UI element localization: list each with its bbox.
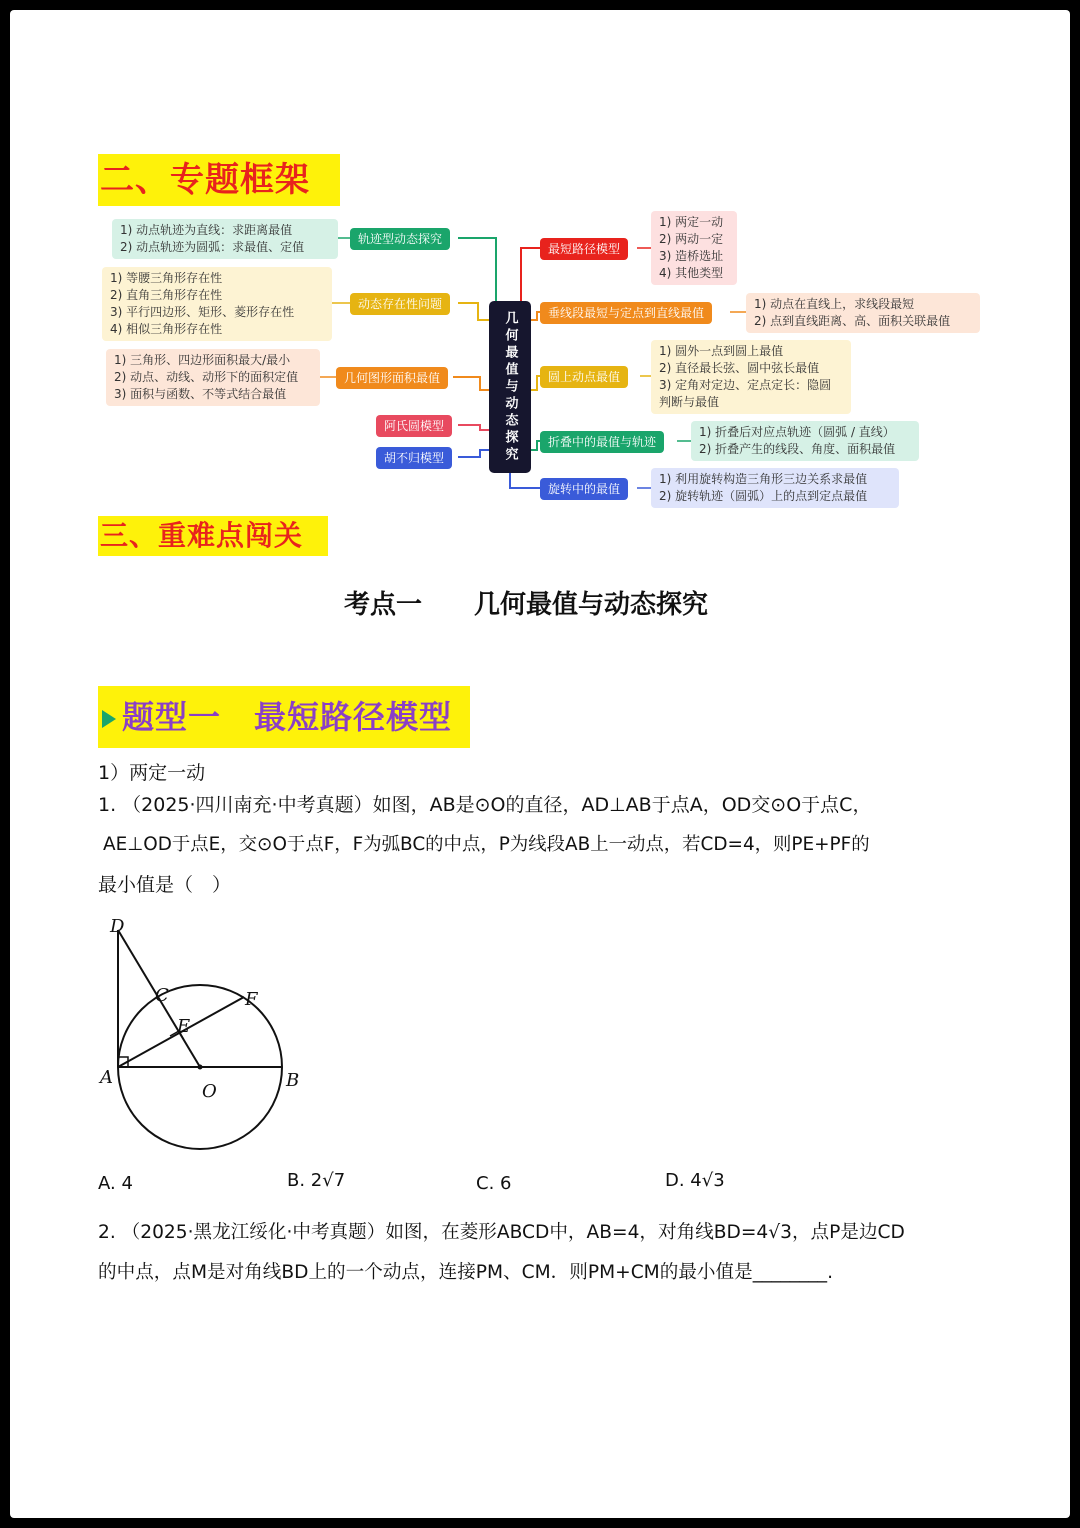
mindmap-node-existence: 动态存在性问题	[350, 293, 450, 315]
q2-line1: 2. （2025·黑龙江绥化·中考真题）如图，在菱形ABCD中，AB=4，对角线BD=4√3，点P是边CD	[98, 1222, 905, 1243]
mindmap-right-box-1: 1) 两定一动 2) 两动一定 3) 造桥选址 4) 其他类型	[651, 211, 737, 285]
mindmap-center-node: 几何最值与动态探究	[489, 301, 531, 473]
mindmap-node-circle-point: 圆上动点最值	[540, 366, 628, 388]
label-C: C	[155, 985, 169, 1006]
mindmap-node-rotation: 旋转中的最值	[540, 478, 628, 500]
tixing-heading-text: 题型一 最短路径模型	[122, 698, 453, 736]
q1-option-a[interactable]: A. 4	[98, 1173, 133, 1194]
q1-option-b[interactable]: B. 2√7	[287, 1170, 346, 1191]
mindmap-left-box-3: 1) 三角形、四边形面积最大/最小 2) 动点、动线、动形下的面积定值 3) 面积与函数、不等式结合最值	[106, 349, 320, 406]
tixing-heading	[98, 686, 470, 748]
label-A: A	[100, 1067, 113, 1088]
mindmap-node-area: 几何图形面积最值	[336, 367, 448, 389]
q1-option-d[interactable]: D. 4√3	[665, 1170, 725, 1191]
q1-geometry-figure	[90, 905, 330, 1165]
q2-line2: 的中点，点M是对角线BD上的一个动点，连接PM、CM．则PM+CM的最小值是________.	[98, 1262, 833, 1283]
label-D: D	[110, 916, 125, 937]
q1-option-c[interactable]: C. 6	[476, 1173, 512, 1194]
mindmap-right-box-2: 1) 动点在直线上，求线段最短 2) 点到直线距离、高、面积关联最值	[746, 293, 980, 333]
mindmap-node-folding: 折叠中的最值与轨迹	[540, 431, 664, 453]
mindmap-node-apollonius: 阿氏圆模型	[376, 415, 452, 437]
mindmap-node-shortest-path: 最短路径模型	[540, 238, 628, 260]
mindmap-left-box-1: 1) 动点轨迹为直线：求距离最值 2) 动点轨迹为圆弧：求最值、定值	[112, 219, 338, 259]
q1-line1: 1. （2025·四川南充·中考真题）如图，AB是⊙O的直径，AD⊥AB于点A，OD交⊙O于点C，	[98, 794, 872, 816]
kaodian-title: 考点一 几何最值与动态探究	[344, 590, 709, 620]
label-E: E	[177, 1016, 191, 1037]
section2-heading: 二、专题框架	[98, 154, 340, 206]
label-F: F	[245, 989, 258, 1010]
triangle-bullet-icon	[102, 710, 116, 728]
label-O: O	[202, 1081, 217, 1102]
document-page	[10, 10, 1070, 1518]
q1-line2: AE⊥OD于点E，交⊙O于点F，F为弧BC的中点，P为线段AB上一动点，若CD=4，则PE+PF的	[103, 834, 870, 855]
mindmap-right-box-4: 1) 折叠后对应点轨迹（圆弧 / 直线） 2) 折叠产生的线段、角度、面积最值	[691, 421, 919, 461]
mindmap-node-perpendicular: 垂线段最短与定点到直线最值	[540, 302, 712, 324]
mindmap-right-box-3: 1) 圆外一点到圆上最值 2) 直径最长弦、圆中弦长最值 3) 定角对定边、定点定长：隐圆 判断与最值	[651, 340, 851, 414]
mindmap-left-box-2: 1) 等腰三角形存在性 2) 直角三角形存在性 3) 平行四边形、矩形、菱形存在性 4) 相似三角形存在性	[102, 267, 332, 341]
q1-line3: 最小值是（ ）	[98, 874, 232, 896]
mindmap-right-box-5: 1) 利用旋转构造三角形三边关系求最值 2) 旋转轨迹（圆弧）上的点到定点最值	[651, 468, 899, 508]
mindmap-node-hubugui: 胡不归模型	[376, 447, 452, 469]
subheading-two-fixed-one-moving: 1）两定一动	[98, 762, 206, 784]
section3-heading: 三、重难点闯关	[98, 516, 328, 556]
mindmap-node-trajectory: 轨迹型动态探究	[350, 228, 450, 250]
label-B: B	[286, 1070, 300, 1091]
